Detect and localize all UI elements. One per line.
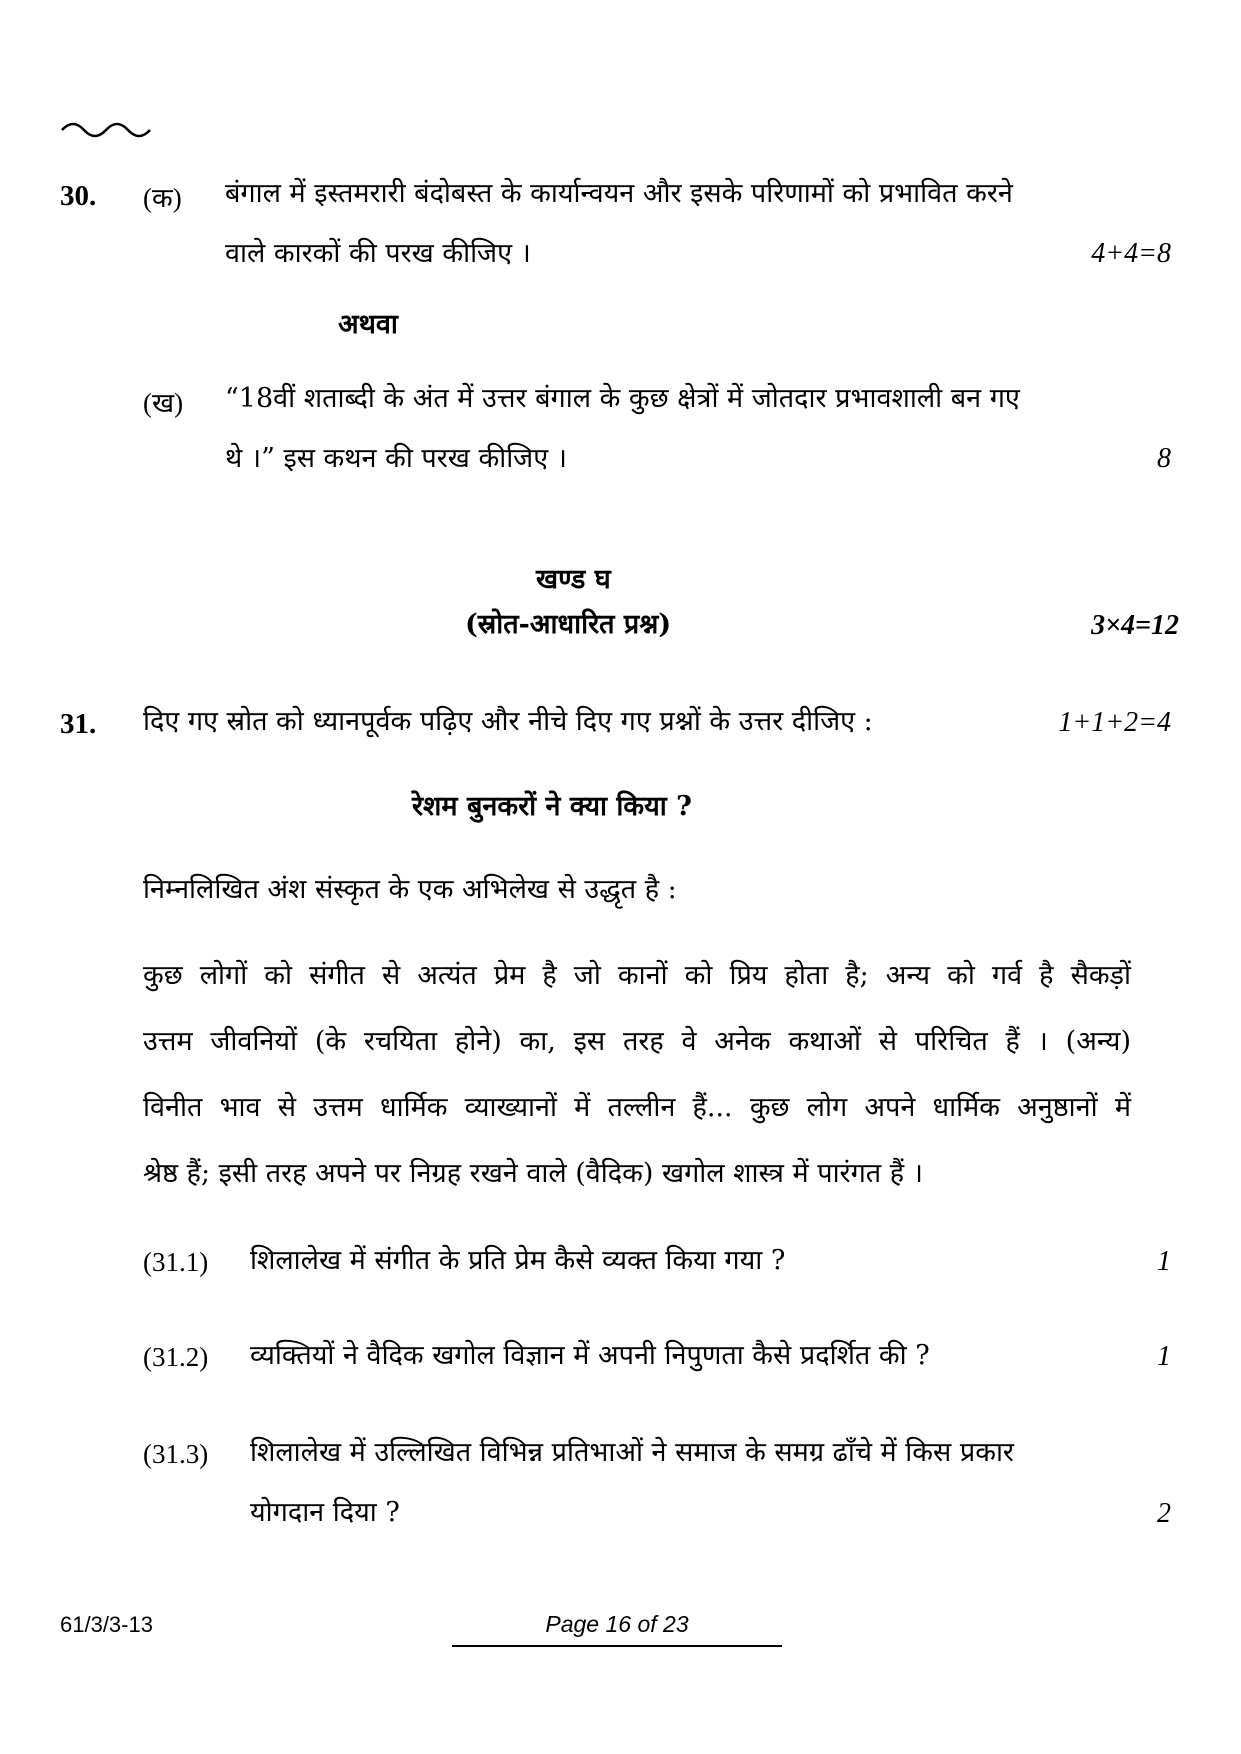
q30-b-marks: 8 [1157,443,1171,474]
q30-b-text-line2: थे ।” इस कथन की परख कीजिए । [225,443,567,474]
q30-a-label: (क) [143,183,182,213]
page-number: Page 16 of 23 [545,1611,689,1637]
source-intro: निम्नलिखित अंश संस्कृत के एक अभिलेख से उद्धृत है : [143,874,677,905]
q30-a-text-line1: बंगाल में इस्तमरारी बंदोबस्त के कार्यान्वयन और इसके परिणामों को प्रभावित करने [225,178,1013,209]
subq-2-marks: 1 [1157,1341,1171,1372]
paper-code: 61/3/3-13 [60,1612,153,1637]
subq-1-marks: 1 [1157,1246,1171,1277]
section-title: खण्ड घ [536,564,611,595]
source-line-4: श्रेष्ठ हैं; इसी तरह अपने पर निग्रह रखने वाले (वैदिक) खगोल शास्त्र में पारंगत हैं । [143,1158,923,1189]
subq-1-text: शिलालेख में संगीत के प्रति प्रेम कैसे व्यक्त किया गया ? [250,1245,786,1276]
wavy-line-icon [60,118,160,142]
q31-instruction: दिए गए स्रोत को ध्यानपूर्वक पढ़िए और नीचे दिए गए प्रश्नों के उत्तर दीजिए : [143,706,873,737]
q30-a-marks: 4+4=8 [1091,238,1171,269]
q30-b-label: (ख) [143,388,184,418]
question-number-31: 31. [60,708,97,740]
section-marks: 3×4=12 [1091,610,1179,641]
q30-b-text-line1: “18वीं शताब्दी के अंत में उत्तर बंगाल के कुछ क्षेत्रों में जोतदार प्रभावशाली बन गए [225,383,1020,414]
question-number-30: 30. [60,180,97,212]
subq-2-label: (31.2) [143,1342,209,1372]
q31-marks: 1+1+2=4 [1058,707,1171,738]
footer-divider [452,1645,782,1647]
subq-3-marks: 2 [1157,1498,1171,1529]
source-paragraph [143,943,1131,1207]
section-subtitle: (स्रोत-आधारित प्रश्न) [465,609,672,640]
q30-a-text-line2: वाले कारकों की परख कीजिए । [225,238,531,269]
source-line-1: कुछ लोगों को संगीत से अत्यंत प्रेम है जो कानों को प्रिय होता है; अन्य को गर्व है सैकड़ों [143,960,1131,991]
source-line-3: विनीत भाव से उत्तम धार्मिक व्याख्यानों में तल्लीन हैं... कुछ लोग अपने धार्मिक अनुष्ठानों में [143,1092,1131,1123]
subq-2-text: व्यक्तियों ने वैदिक खगोल विज्ञान में अपनी निपुणता कैसे प्रदर्शित की ? [250,1340,930,1371]
source-line-2: उत्तम जीवनियों (के रचयिता होने) का, इस तरह वे अनेक कथाओं से परिचित हैं । (अन्य) [143,1026,1131,1057]
subq-1-label: (31.1) [143,1247,209,1277]
subq-3-label: (31.3) [143,1439,209,1469]
source-title: रेशम बुनकरों ने क्या किया ? [412,791,693,822]
subq-3-text-line2: योगदान दिया ? [250,1497,400,1528]
or-separator: अथवा [338,309,398,340]
subq-3-text-line1: शिलालेख में उल्लिखित विभिन्न प्रतिभाओं ने समाज के समग्र ढाँचे में किस प्रकार [250,1437,1014,1468]
